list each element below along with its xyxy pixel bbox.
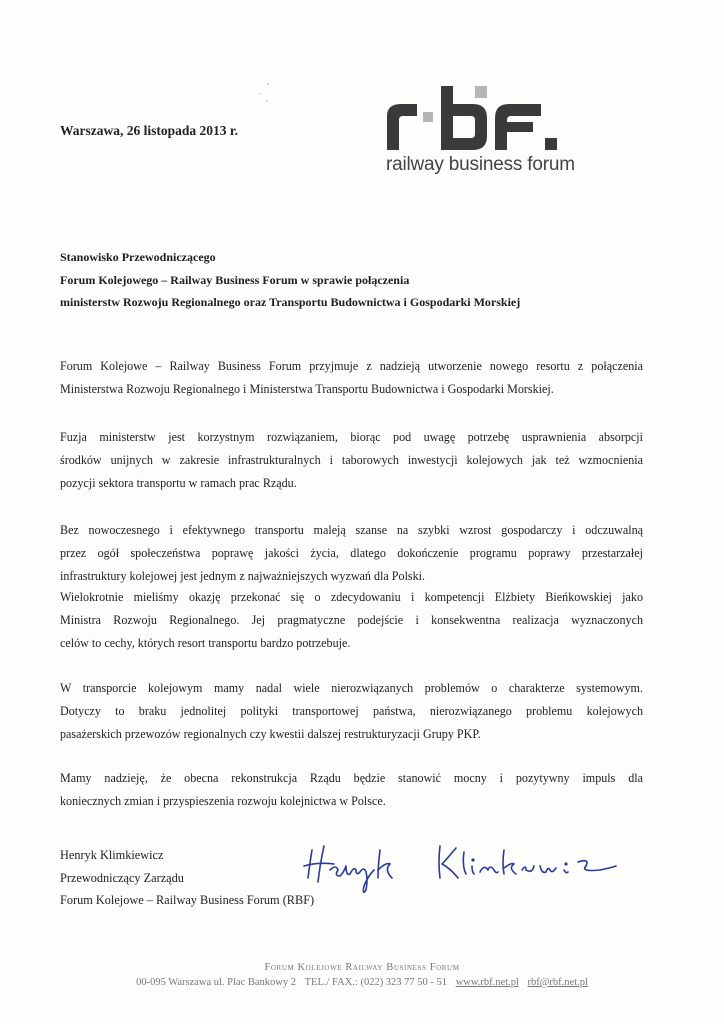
paragraph-2	[60, 426, 643, 495]
rbf-logo-mark	[383, 82, 573, 154]
footer-organization: Forum Kolejowe Railway Business Forum	[264, 962, 460, 973]
text-line: Mamy nadzieję, że obecna rekonstrukcja Rządu będzie stanowić mocny i pozytywny impuls dla	[60, 771, 643, 785]
footer-website-link[interactable]: www.rbf.net.pl	[455, 977, 519, 988]
letter-footer	[0, 962, 724, 988]
heading-line: ministerstw Rozwoju Regionalnego oraz Transportu Budownictwa i Gospodarki Morskiej	[60, 295, 521, 309]
text-line: Ministra Rozwoju Regionalnego. Jej pragmatyczne podejście i konsekwentna realizacja wyznaczonych	[60, 613, 643, 627]
signer-role: Przewodniczący Zarządu	[60, 870, 184, 885]
signer-organization: Forum Kolejowe – Railway Business Forum (RBF)	[60, 893, 315, 907]
text-line: celów to cechy, których resort transportu bardzo potrzebuje.	[60, 636, 351, 650]
text-line: pasażerskich przewozów regionalnych czy kwestii dalszej restrukturyzacji Grupy PKP.	[60, 727, 481, 741]
footer-contact	[0, 977, 724, 988]
paragraph-1	[60, 355, 643, 401]
text-line: infrastruktury kolejowej jest jednym z najważniejszych wyzwań dla Polski.	[60, 569, 426, 583]
text-line: Fuzja ministerstw jest korzystnym rozwiązaniem, biorąc pod uwagę potrzebę usprawnienia absorpcji	[60, 430, 643, 444]
text-line: Dotyczy to braku jednolitej polityki transportowej państwa, nierozwiązanego problemu kolejowych	[60, 704, 643, 718]
text-line: przez ogół społeczeństwa poprawę jakości życia, dlatego dokończenie programu poprawy przestarzałej	[60, 546, 643, 560]
text-line: W transporcie kolejowym mamy nadal wiele nierozwiązanych problemów o charakterze systemowym.	[60, 681, 643, 695]
signer-name: Henryk Klimkiewicz	[60, 848, 164, 862]
text-line: pozycji sektora transportu w ramach prac Rządu.	[60, 476, 297, 490]
text-line: Ministerstwa Rozwoju Regionalnego i Ministerstwa Transportu Budownictwa i Gospodarki Morskiej.	[60, 382, 554, 396]
text-line: Bez nowoczesnego i efektywnego transportu maleją szanse na szybki wzrost gospodarczy i odczuwalną	[60, 523, 643, 537]
paragraph-6	[60, 767, 643, 813]
paragraph-3	[60, 496, 643, 588]
text-line: Forum Kolejowe – Railway Business Forum przyjmuje z nadzieją utworzenie nowego resortu z połączenia	[60, 359, 643, 373]
handwritten-signature	[300, 836, 630, 906]
text-line: Wielokrotnie mieliśmy okazję przekonać się o zdecydowaniu i kompetencji Elżbiety Bieńkowskiej jako	[60, 590, 643, 604]
footer-address: 00-095 Warszawa ul. Plac Bankowy 2	[136, 977, 297, 988]
signoff-block	[60, 844, 314, 912]
text-line: środków unijnych w zakresie infrastrukturalnych i taborowych inwestycji kolejowych jak też wzmocnienia	[60, 453, 643, 467]
text-line: koniecznych zmian i przyspieszenia rozwoju kolejnictwa w Polsce.	[60, 794, 386, 808]
paragraph-5	[60, 677, 643, 746]
footer-email-link[interactable]: rbf@rbf.net.pl	[527, 977, 588, 988]
letter-date: Warszawa, 26 listopada 2013 r.	[60, 123, 239, 138]
heading-line: Forum Kolejowego – Railway Business Forum w sprawie połączenia	[60, 272, 410, 287]
paragraph-4	[60, 586, 643, 655]
heading-line: Stanowisko Przewodniczącego	[60, 250, 216, 264]
statement-heading	[60, 246, 520, 314]
footer-phone: TEL./ FAX.: (022) 323 77 50 - 51	[304, 977, 448, 988]
rbf-logo	[383, 82, 573, 182]
scan-speck	[255, 82, 275, 104]
rbf-logo-tagline: railway business forum	[386, 154, 575, 175]
